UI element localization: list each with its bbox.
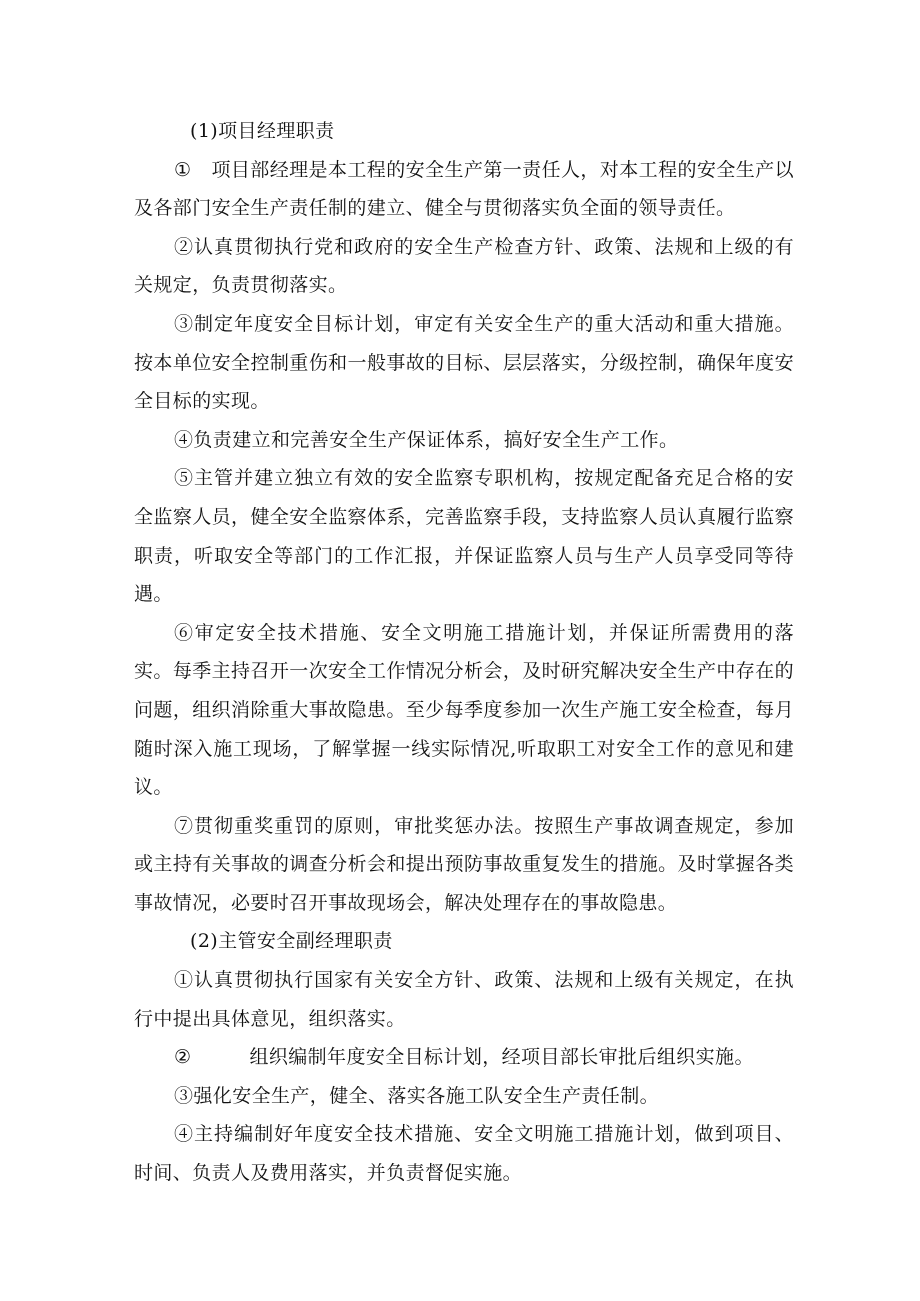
item-text: 组织编制年度安全目标计划，经项目部长审批后组织实施。 — [249, 1046, 754, 1069]
section-heading-deputy-manager: (2)主管安全副经理职责 — [190, 930, 393, 953]
section-heading-project-manager: (1)项目经理职责 — [190, 120, 335, 142]
item-text: 主持编制好年度安全技术措施、安全文明施工措施计划，做到项目、时间、负责人及费用落实，并负责督促实施。 — [134, 1123, 794, 1185]
item-text: 负责建立和完善安全生产保证体系，搞好安全生产工作。 — [193, 428, 679, 451]
item-number: ⑦ — [174, 814, 195, 837]
item-number: ② — [174, 235, 195, 258]
item-number: ③ — [174, 312, 195, 335]
item-text: 主管并建立独立有效的安全监察专职机构，按规定配备充足合格的安全监察人员，健全安全监察体系，完善监察手段，支持监察人员认真履行监察职责，听取安全等部门的工作汇报，并保证监察人员与生产人员享受同等待遇。 — [134, 467, 794, 606]
item-text: 审定安全技术措施、安全文明施工措施计划，并保证所需费用的落实。每季主持召开一次安全工作情况分析会，及时研究解决安全生产中存在的问题，组织消除重大事故隐患。至少每季度参加一次生产施工安全检查，每月随时深入施工现场，了解掌握一线实际情况,听取职工对安全工作的意见和建议。 — [134, 621, 794, 799]
document-body — [134, 112, 794, 1193]
item-number: ① — [174, 158, 192, 181]
paragraph-item — [134, 614, 794, 807]
paragraph-item — [134, 151, 794, 228]
item-text: 制定年度安全目标计划，审定有关安全生产的重大活动和重大措施。按本单位安全控制重伤和一般事故的目标、层层落实，分级控制，确保年度安全目标的实现。 — [134, 312, 794, 413]
paragraph-item — [134, 421, 794, 460]
paragraph-item — [134, 807, 794, 923]
paragraph-item — [134, 228, 794, 305]
item-number: ④ — [174, 428, 194, 451]
item-number: ③ — [174, 1084, 194, 1107]
item-number: ② — [174, 1046, 192, 1069]
item-text: 项目部经理是本工程的安全生产第一责任人，对本工程的安全生产以及各部门安全生产责任制的建立、健全与贯彻落实负全面的领导责任。 — [134, 158, 794, 220]
item-text: 认真贯彻执行国家有关安全方针、政策、法规和上级有关规定，在执行中提出具体意见，组织落实。 — [134, 969, 794, 1030]
paragraph-item — [134, 305, 794, 421]
paragraph-item — [134, 1115, 794, 1192]
item-number: ① — [174, 969, 195, 992]
item-text: 强化安全生产，健全、落实各施工队安全生产责任制。 — [193, 1084, 660, 1107]
item-number: ⑤ — [174, 467, 195, 490]
item-text: 贯彻重奖重罚的原则，审批奖惩办法。按照生产事故调查规定，参加或主持有关事故的调查分析会和提出预防事故重复发生的措施。及时掌握各类事故情况，必要时召开事故现场会，解决处理存在的事故隐患。 — [134, 814, 794, 914]
paragraph-item — [134, 459, 794, 613]
item-text: 认真贯彻执行党和政府的安全生产检查方针、政策、法规和上级的有关规定，负责贯彻落实。 — [134, 235, 794, 297]
paragraph-item — [134, 961, 794, 1038]
paragraph-item — [134, 1077, 794, 1116]
item-number: ④ — [174, 1123, 195, 1146]
item-number: ⑥ — [174, 621, 195, 644]
paragraph-item — [134, 1038, 794, 1077]
